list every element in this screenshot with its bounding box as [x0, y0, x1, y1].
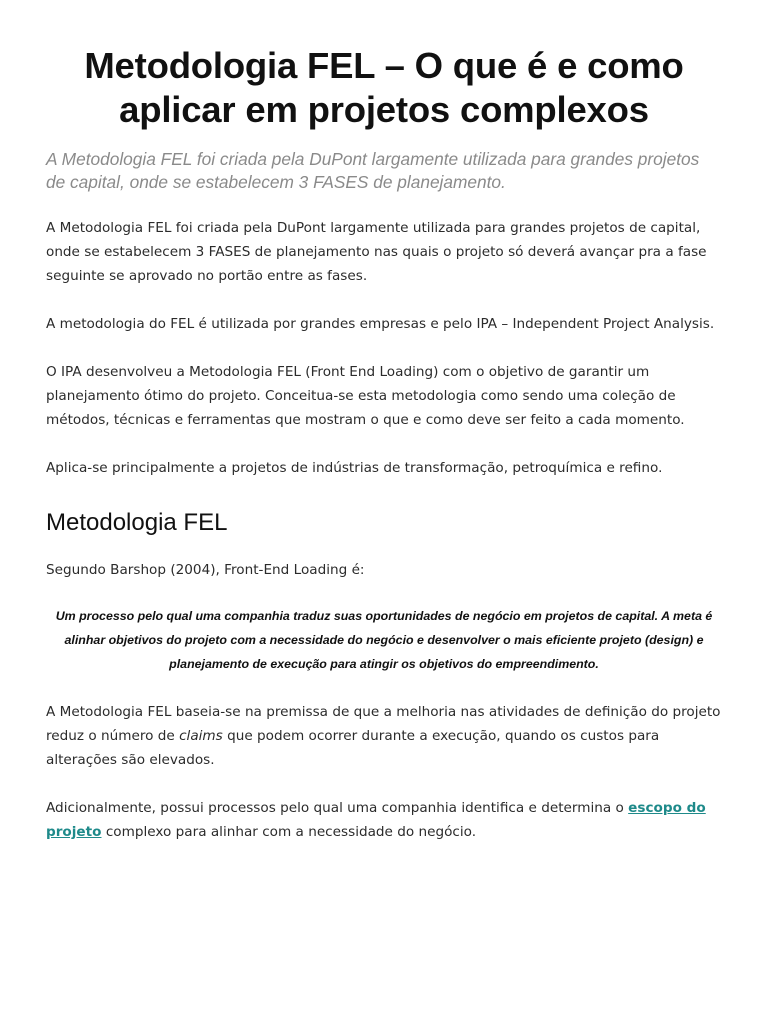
paragraph-ipa-usage: A metodologia do FEL é utilizada por grandes empresas e pelo IPA – Independent Project Analysis. [46, 316, 715, 332]
paragraph-premise [46, 700, 722, 772]
premise-text-after: que podem ocorrer durante a execução, quando os custos para alterações são elevados. [46, 728, 660, 768]
premise-emphasis: claims [179, 728, 223, 744]
article-title: Metodologia FEL – O que é e como aplicar em projetos complexos [84, 45, 684, 130]
paragraph-application: Aplica-se principalmente a projetos de indústrias de transformação, petroquímica e refino. [46, 460, 663, 476]
additional-text-before: Adicionalmente, possui processos pelo qual uma companhia identifica e determina o [46, 800, 629, 816]
paragraph-ipa-development: O IPA desenvolveu a Metodologia FEL (Front End Loading) com o objetivo de garantir um planejamento ótimo do projeto. Conceitua-se esta metodologia como sendo uma coleção de métodos, técnicas e ferramentas que mostram o que e como deve ser feito a cada momento. [46, 364, 685, 428]
section-heading: Metodologia FEL [46, 509, 228, 536]
article-subtitle: A Metodologia FEL foi criada pela DuPont largamente utilizada para grandes projetos de capital, onde se estabelecem 3 FASES de planejamento. [46, 149, 700, 192]
premise-text-before: A Metodologia FEL baseia-se na premissa de que a melhoria nas atividades de definição do projeto reduz o número de [46, 704, 721, 744]
paragraph-barshop: Segundo Barshop (2004), Front-End Loading é: [46, 562, 365, 578]
paragraph-additional [46, 796, 722, 844]
paragraph-dupont: A Metodologia FEL foi criada pela DuPont largamente utilizada para grandes projetos de capital, onde se estabelecem 3 FASES de planejamento nas quais o projeto só deverá avançar pra a fase seguinte se aprovado no portão entre as fases. [46, 220, 707, 284]
additional-text-after: complexo para alinhar com a necessidade do negócio. [101, 824, 477, 840]
escopo-do-projeto-link[interactable]: escopo do projeto [46, 800, 706, 840]
definition-quote: Um processo pelo qual uma companhia traduz suas oportunidades de negócio em projetos de capital. A meta é alinhar objetivos do projeto com a necessidade do negócio e desenvolver o mais eficiente projeto (design) e planejamento de execução para atingir os objetivos do empreendimento. [55, 609, 713, 671]
